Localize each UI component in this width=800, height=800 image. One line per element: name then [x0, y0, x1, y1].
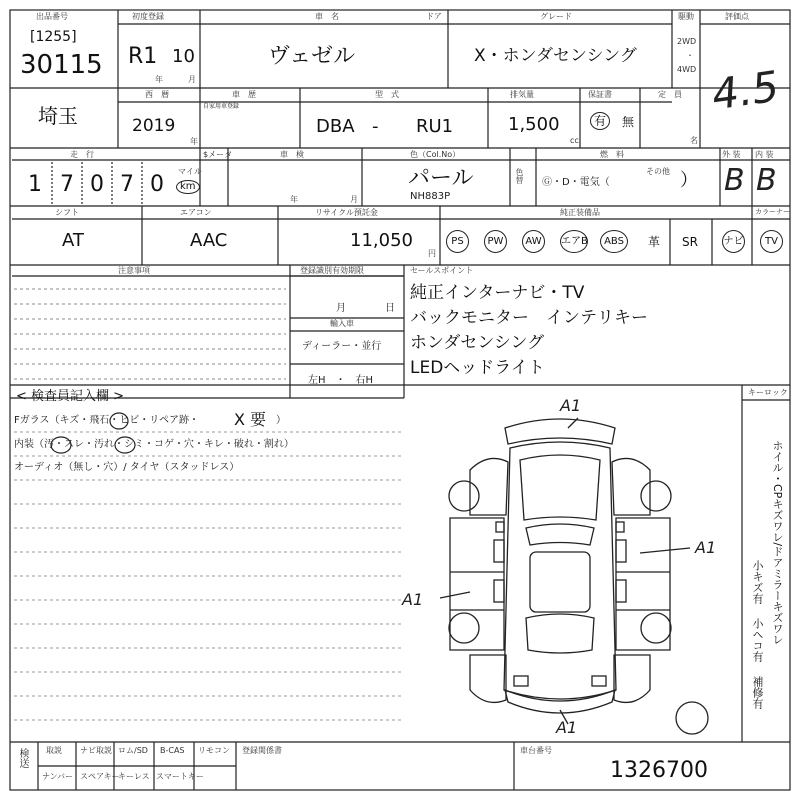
shift: AT [62, 230, 84, 251]
footer-item: スペアキー [80, 772, 120, 781]
mileage-digit: 0 [150, 172, 164, 197]
meter-label: $メータ [203, 150, 233, 159]
chassis-label: 車台番号 [520, 746, 552, 755]
mileage-digit: 0 [90, 172, 104, 197]
side-note-repair: 補修有 [751, 676, 764, 709]
interior-grade: B [756, 163, 777, 198]
equip-pw: PW [484, 230, 507, 253]
car-name-label: 車 名 [315, 12, 339, 21]
doors-label: ドア [426, 12, 442, 21]
color-code: NH883P [410, 191, 451, 202]
equip-navi: ナビ [722, 230, 745, 253]
score-label: 評価点 [725, 12, 749, 21]
caution-label: 注意事項 [118, 266, 150, 275]
grade-label: グレード [540, 12, 572, 21]
mileage-label: 走 行 [70, 150, 94, 159]
inspector-line-audio: オーディオ（無し・穴）/ タイヤ（スタッドレス） [14, 462, 240, 473]
auction-inspection-sheet: 出品番号 [1255] 30115 初度登録 R1 10 年 月 車 名 ヴェゼル ドア グレード X・ホンダセンシング 駆動 2WD ・ 4WD 評価点 4.5 埼玉 西 暦 2019 年 車 歴 自家用車登録 型 式 DBA - RU1 排気量 1,500 cc 保証書 有 無 定 員 名 走 行 1 7 0 7 0 マイル km $メータ 車 検 年 月 色（Col.No） パール NH883P 色替 燃 料 Ⓖ・D・電気（ その他 ） 外 装 B 内 装 B シフト AT エアコン AAC リサイクル預託金 11,050 円 純正装備品 カラーナー PS PW AW エアB ABS 革 SR ナビ TV 注意事項 登録識別有効期限 月 日 輸入車 ディーラー・並行 左H ・ 右H セールスポイント 純正インターナビ・TV バックモニター インテリキー ホンダセンシング LEDヘッドライト < 検査員記入欄 > Fガラス（キズ・飛石・ヒビ・リペア跡・ X 要 ） 内装（汚・スレ・汚れ・シミ・コゲ・穴・キレ・破れ・割れ） オーディオ（無し・穴）/ タイヤ（スタッドレス） キーロック A1 A1 A1 A1 ホイル・CPキズワレ/ドアミラーキズワレ 小キズ有 小ヘコ有 補修有 検送 取説 ナビ取説 ロム/SD B-CAS リモコン ナンバー スペアキー キーレス スマートキー 登録関係書 車台番号 1326700 [0, 0, 800, 800]
mileage-digit: 7 [60, 172, 74, 197]
drive-2wd: 2WD [677, 37, 697, 46]
color: パール [408, 166, 474, 191]
key-lock-label: キーロック [748, 388, 788, 397]
recycle-label: リサイクル預託金 [315, 208, 378, 217]
capacity-label: 定 員 [658, 90, 682, 99]
shaken-month: 月 [350, 195, 358, 204]
region: 埼玉 [38, 104, 78, 128]
fuel-options: Ⓖ・D・電気（ [542, 177, 610, 188]
equipment-label: 純正装備品 [560, 208, 600, 217]
exterior-label: 外 装 [722, 150, 741, 159]
side-note-small-dent: 小ヘコ有 [751, 618, 764, 662]
drive-4wd: 4WD [677, 65, 697, 74]
displacement-unit: cc [570, 136, 579, 145]
inspector-title: < 検査員記入欄 > [16, 389, 125, 404]
sales-point: バックモニター インテリキー [410, 308, 648, 328]
mileage-unit-km: km [176, 180, 200, 194]
shaken-label: 車 検 [280, 150, 304, 159]
yen-unit: 円 [428, 249, 436, 258]
color-label: 色（Col.No） [410, 150, 461, 159]
model-dash: - [372, 116, 379, 137]
car-name: ヴェゼル [268, 44, 356, 69]
delivery-label: 検送 [17, 748, 28, 768]
equip-ps: PS [446, 230, 469, 253]
capacity-unit: 名 [690, 136, 698, 145]
chassis-number: 1326700 [610, 758, 708, 783]
drive-label: 駆動 [678, 12, 694, 21]
warranty-yes: 有 [590, 112, 610, 130]
footer-item: B-CAS [160, 746, 185, 755]
reg-month: 月 [336, 303, 346, 314]
footer-item: スマートキー [156, 772, 204, 781]
inspector-line-windshield-mark: X 要 [234, 410, 267, 429]
history-label: 車 歴 [232, 90, 256, 99]
model-code: RU1 [416, 116, 454, 137]
fuel-other: その他 [646, 167, 670, 176]
grade: X・ホンダセンシング [474, 46, 637, 66]
warranty-no: 無 [622, 115, 635, 129]
sales-point: 純正インターナビ・TV [410, 283, 585, 303]
side-note-wheel-mirror: ホイル・CPキズワレ/ドアミラーキズワレ [771, 440, 784, 646]
sales-point: ホンダセンシング [410, 333, 545, 353]
recycle-fee: 11,050 [350, 230, 413, 251]
footer-item: 取説 [46, 746, 62, 755]
equip-airbag: エアB [560, 230, 588, 253]
model-label: 型 式 [375, 90, 399, 99]
inspector-line-interior: 内装（汚・スレ・汚れ・シミ・コゲ・穴・キレ・破れ・割れ） [14, 439, 294, 450]
inspector-line-windshield: Fガラス（キズ・飛石・ヒビ・リペア跡・ [14, 415, 200, 426]
footer-item: ナビ取説 [80, 746, 112, 755]
registration-label: 登録識別有効期限 [300, 266, 364, 275]
side-note-small-scratch: 小キズ有 [751, 560, 764, 604]
footer-item: キーレス [118, 772, 150, 781]
interior-label: 内 装 [755, 150, 774, 159]
import-label: 輸入車 [330, 319, 354, 328]
equip-sunroof: SR [682, 235, 698, 249]
lot-number: 30115 [20, 50, 103, 80]
model-prefix: DBA [316, 116, 355, 137]
ac: AAC [190, 230, 228, 251]
footer-item: リモコン [198, 746, 230, 755]
mileage-digit: 1 [28, 172, 42, 197]
history-sub: 自家用車登録 [203, 103, 240, 110]
shaken-year: 年 [290, 195, 298, 204]
equip-aw: AW [522, 230, 545, 253]
exterior-grade: B [724, 163, 745, 198]
shift-label: シフト [55, 208, 79, 217]
equip-leather: 革 [648, 235, 661, 249]
year-label: 西 暦 [145, 90, 169, 99]
damage-mark-rear: A1 [556, 718, 578, 737]
fuel-close: ） [680, 170, 698, 191]
color-change-label: 色替 [515, 168, 524, 184]
mileage-digit: 7 [120, 172, 134, 197]
first-reg-era: R1 [128, 44, 158, 69]
footer-item: ロム/SD [118, 746, 148, 755]
month-suffix: 月 [188, 75, 196, 84]
score: 4.5 [708, 61, 782, 120]
fuel-label: 燃 料 [600, 150, 624, 159]
damage-mark-front: A1 [560, 396, 582, 415]
displacement-label: 排気量 [510, 90, 534, 99]
handle-options: 左H ・ 右H [308, 375, 374, 386]
exhibit-no-label: 出品番号 [36, 12, 68, 21]
equip-abs: ABS [600, 230, 628, 253]
footer-item: ナンバー [42, 772, 74, 781]
damage-mark-left: A1 [402, 590, 424, 609]
dealer-options: ディーラー・並行 [302, 341, 382, 352]
lot-code: [1255] [30, 29, 77, 45]
equip-tv: TV [760, 230, 783, 253]
first-reg-label: 初度登録 [132, 12, 164, 21]
rack-label: カラーナー [755, 208, 790, 216]
model-year: 2019 [132, 116, 176, 136]
first-reg-month: 10 [172, 46, 195, 67]
warranty-label: 保証書 [588, 90, 612, 99]
sales-point-label: セールスポイント [410, 266, 474, 275]
ac-label: エアコン [180, 208, 212, 217]
sales-point: LEDヘッドライト [410, 358, 545, 378]
mileage-unit-miles: マイル [178, 167, 202, 176]
year-suffix: 年 [155, 75, 163, 84]
reg-day: 日 [385, 303, 395, 314]
damage-mark-right: A1 [695, 538, 717, 557]
reg-doc-label: 登録関係書 [242, 746, 282, 755]
displacement: 1,500 [508, 114, 560, 135]
